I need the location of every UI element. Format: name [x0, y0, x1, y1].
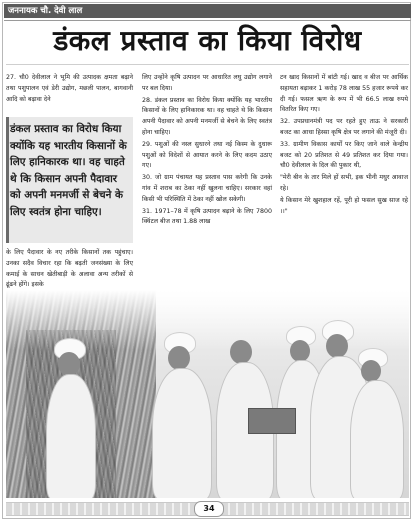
paragraph-32: 32. उपप्रधानमंत्री पद पर रहते हुए ताऊ ने सरकारी बजट का आधा हिस्सा कृषि क्षेत्र पर लगाने की मंजूरी दी।	[280, 118, 408, 136]
header-divider	[4, 20, 411, 21]
person-figure	[152, 368, 212, 498]
pull-quote: डंकल प्रस्ताव का विरोध किया क्योंकि यह भारतीय किसानों के लिए हानिकारक था। वह चाहते थे कि किसान अपनी पैदावार को अपनी मनमर्जी से बेचने के लिए स्वतंत्र होना चाहिए।	[10, 123, 127, 218]
article-title: डंकल प्रस्ताव का किया विरोध	[53, 24, 362, 57]
column-1-bottom: के लिए पैदावार के नए तरीके किसानों तक पहुंचाए। उनका सदैव विचार रहा कि बढ़ती जनसंख्या के लिए कमाई के साधन खेतीबाड़ी के अलावा अन्य तरीकों से ढूंढने होंगे। इसके	[6, 249, 133, 289]
person-head	[168, 346, 190, 370]
paragraph-28: 28. डंकल प्रस्ताव का विरोध किया क्योंकि यह भारतीय किसानों के लिए हानिकारक था। वह चाहते थे कि किसान अपनी पैदावार को अपनी मनमर्जी से बेचने के लिए स्वतंत्र होना चाहिए।	[142, 96, 272, 136]
poem-line-1: "मेरी बीन के तार मिले हों सभी, इक भीनी मधुर आवाज रहे।	[280, 174, 408, 192]
paragraph: लिए उन्होंने कृषि उत्पादन पर आधारित लघु उद्योग लगाने पर बल दिया।	[142, 74, 272, 92]
person-figure	[46, 374, 96, 498]
paragraph-33: 33. ग्रामीण विकास कार्यों पर किए जाने वाले केन्द्रीय बजट को 20 प्रतिशत से 49 प्रतिशत कर दिया गया। चौ0 देवीलाल के दिल की पुकार थी,	[280, 140, 408, 170]
column-3	[280, 73, 408, 218]
column-2	[142, 73, 272, 229]
paragraph-30: 30. जो ग्राम पंचायत यह प्रस्ताव पास करेगी कि उनके गांव में शराब का ठेका नहीं खुलना चाहिए। सरकार वहां किसी भी परिस्थिति में ठेका नहीं खोल सकेगी।	[142, 174, 272, 203]
paragraph: टन खाद किसानों में बांटी गई। खाद व बीज पर आर्थिक सहायता बढ़ाकर 1 करोड़ 78 लाख 55 हजार रूपये कर दी गई। फसल ऋण के रूप में भी 66.5 लाख रुपये वितरित किए गए।	[280, 74, 408, 114]
crop-sample-tray	[248, 408, 296, 434]
paragraph-29: 29. पशुओं की नस्ल सुधारने तथा नई किस्म के दुधारू पशुओं को विदेशों से आयात करने के लिए कदम उठाए गए।	[142, 140, 272, 170]
page-number: 34	[194, 501, 224, 517]
person-head	[230, 340, 252, 364]
title-divider	[6, 64, 409, 65]
person-figure	[350, 380, 404, 498]
column-1-top	[6, 73, 133, 106]
person-head	[290, 340, 310, 362]
running-header: जननायक चौ. देवी लाल	[8, 6, 83, 16]
person-head	[361, 360, 381, 382]
person-head	[326, 334, 348, 358]
poem-line-2: ये किसान मेरे खुशहाल रहें, पूरी हो फसल सुख साज रहे ।।"	[280, 196, 408, 215]
article-photo	[6, 290, 409, 498]
paragraph-27: 27. चौ0 देवीलाल ने भूमि की उत्पादक क्षमता बढ़ाने तथा पशुपालन एवं डेरी उद्योग, मछली पालन, बागवानी आदि को बढ़ावा देने	[6, 74, 133, 103]
person-head	[58, 352, 80, 376]
paragraph-31: 31. 1971–78 में कृषि उत्पादन बढ़ाने के लिए 7800 क्विंटल बीज तथा 1.88 लाख	[142, 207, 272, 226]
